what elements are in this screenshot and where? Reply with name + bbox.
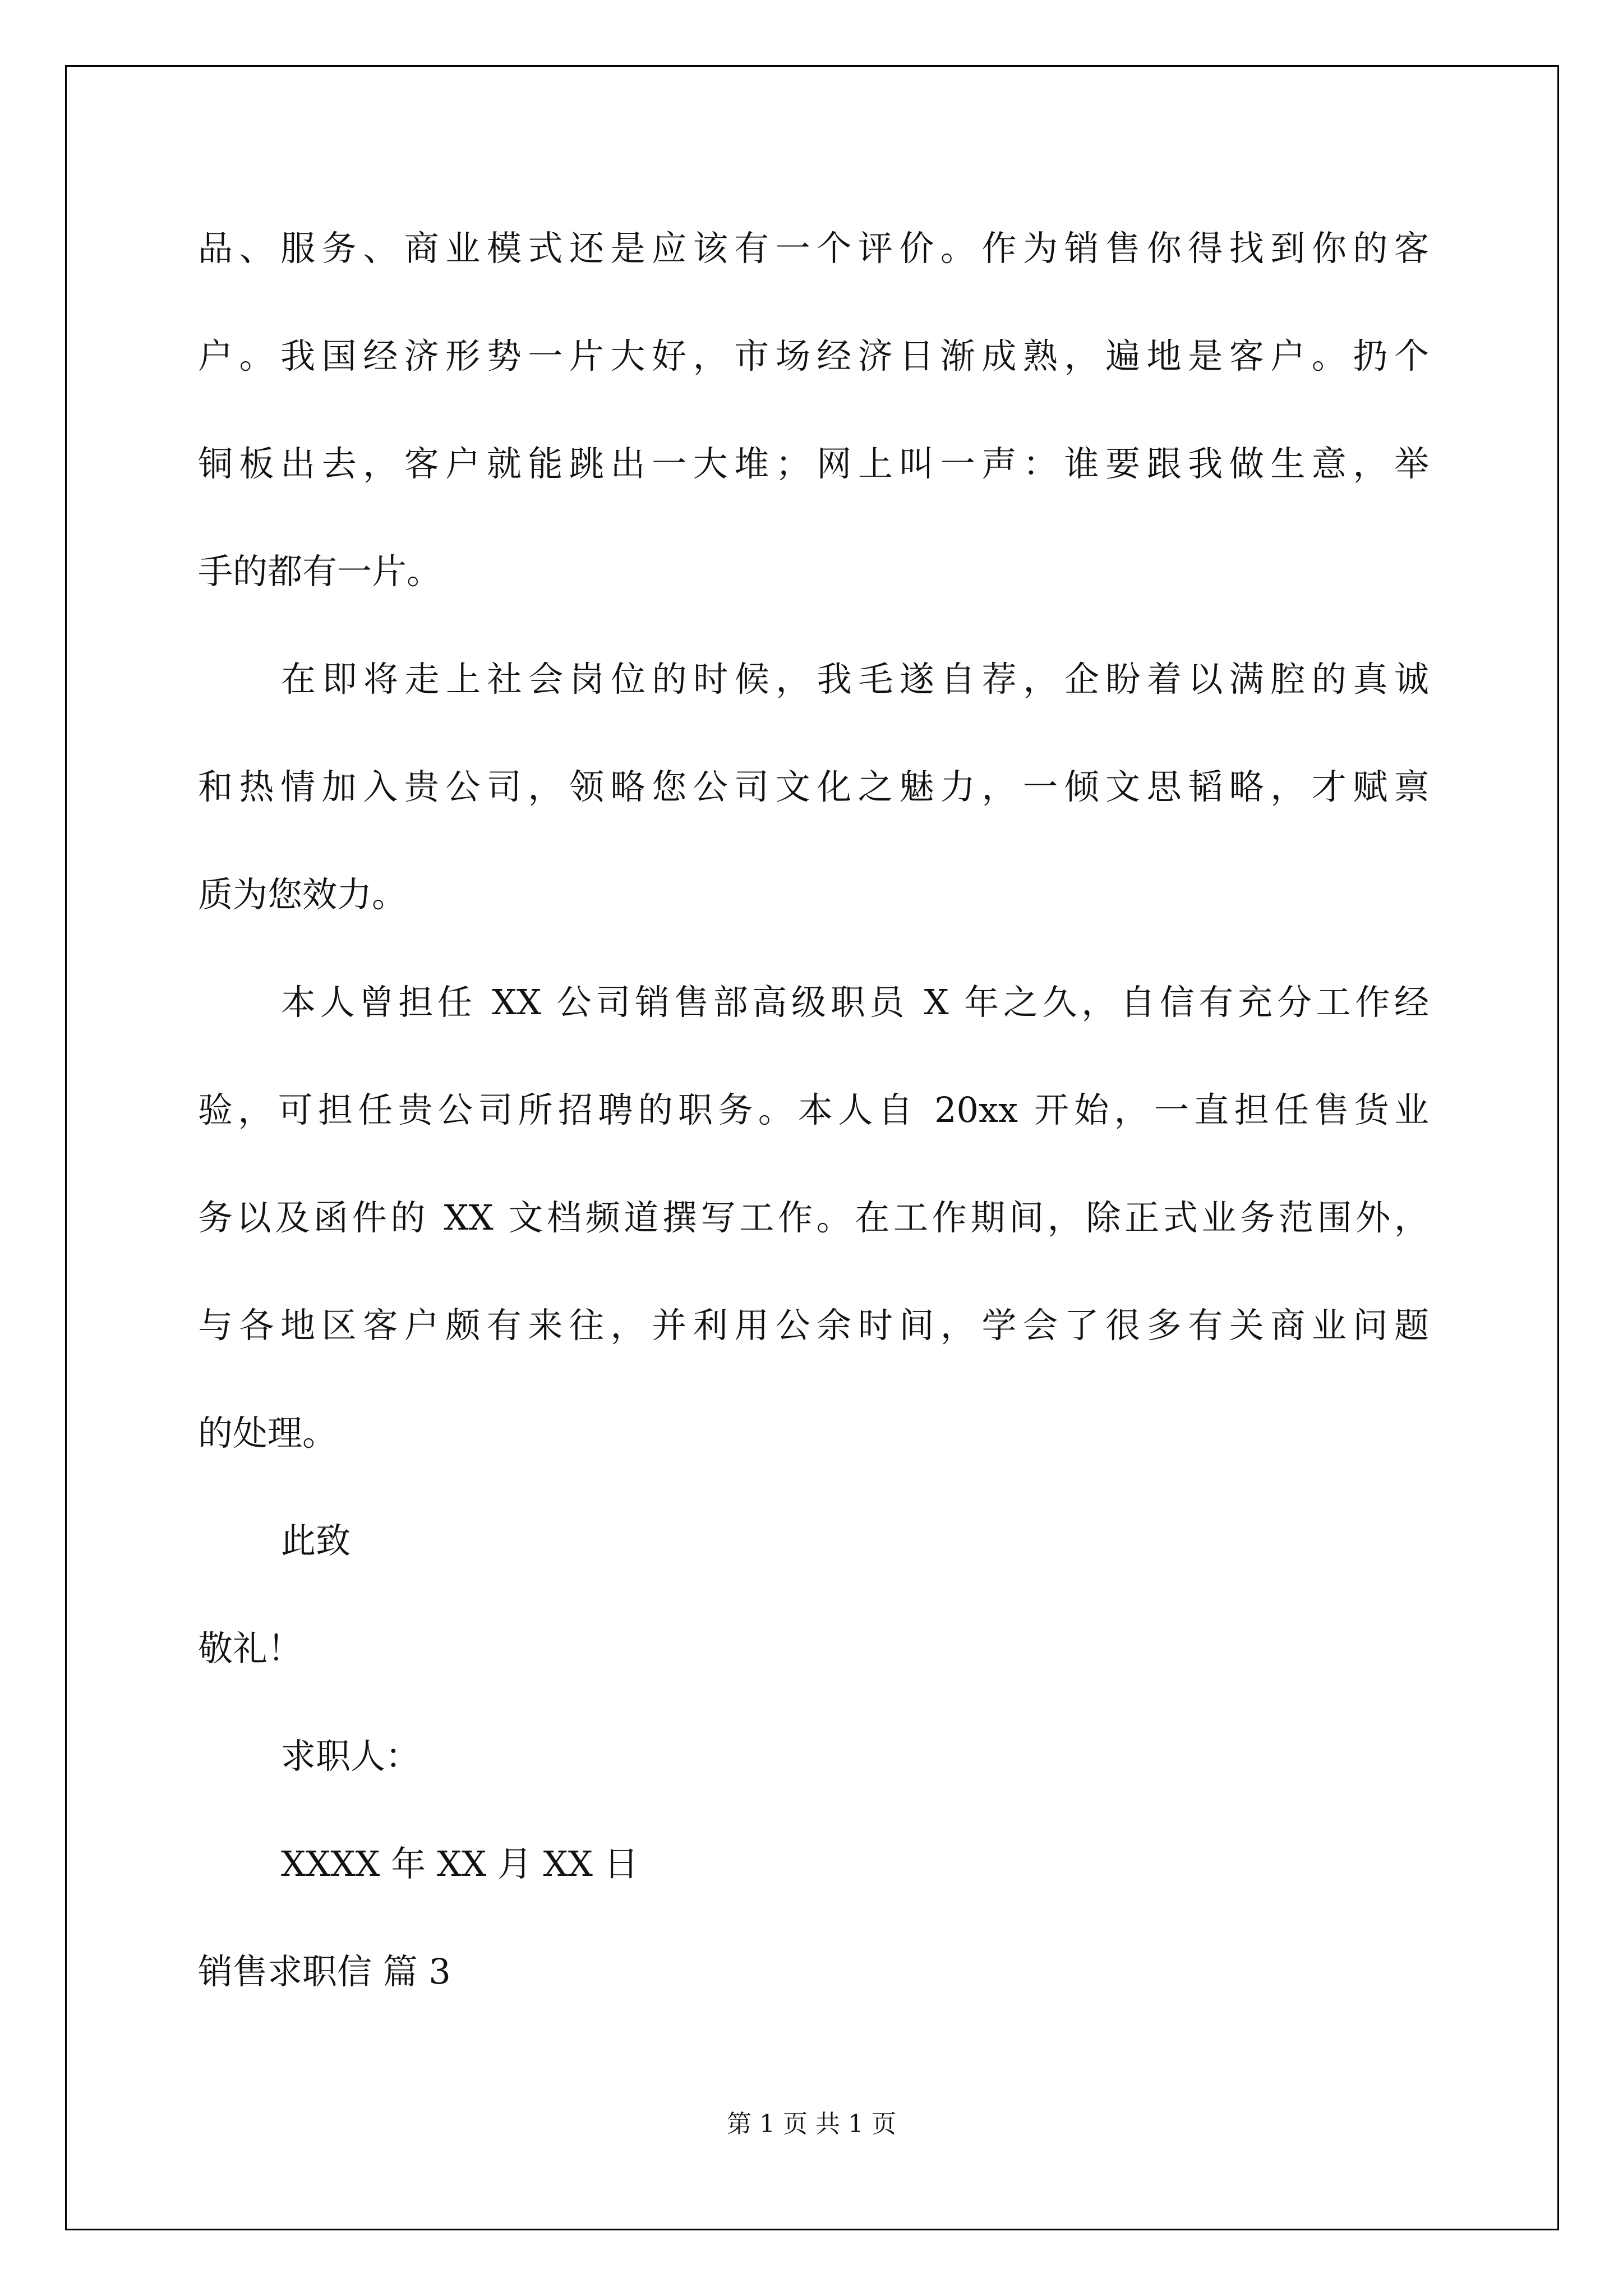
applicant-signature: 求职人： xyxy=(281,1736,421,1777)
paragraph-line: 质为您效力。 xyxy=(198,874,407,915)
page-footer: 第 1 页 共 1 页 xyxy=(727,2110,896,2138)
closing-salutation: 此致 xyxy=(281,1520,351,1561)
paragraph-line: 在即将走上社会岗位的时候，我毛遂自荐，企盼着以满腔的真诚 xyxy=(281,659,1429,700)
section-heading: 销售求职信 篇 3 xyxy=(198,1951,451,1992)
paragraph-line: 与各地区客户颇有来往，并利用公余时间，学会了很多有关商业问题 xyxy=(198,1305,1429,1346)
paragraph-experience xyxy=(198,976,1429,1460)
paragraph-line: 品、服务、商业模式还是应该有一个评价。作为销售你得找到你的客 xyxy=(198,228,1429,269)
paragraph-line: 和热情加入贵公司，领略您公司文化之魅力，一倾文思韬略，才赋禀 xyxy=(198,766,1429,807)
closing-regards: 敬礼！ xyxy=(198,1628,303,1669)
letter-body xyxy=(198,222,1429,1999)
paragraph-line: 户。我国经济形势一片大好，市场经济日渐成熟，遍地是客户。扔个 xyxy=(198,335,1429,376)
paragraph-line: 验，可担任贵公司所招聘的职务。本人自 20xx 开始，一直担任售货业 xyxy=(198,1089,1429,1130)
paragraph-self-recommendation xyxy=(198,652,1429,922)
paragraph-line: 的处理。 xyxy=(198,1412,338,1453)
paragraph-line: 务以及函件的 XX 文档频道撰写工作。在工作期间，除正式业务范围外， xyxy=(198,1197,1429,1238)
letter-date: XXXX 年 XX 月 XX 日 xyxy=(281,1843,639,1884)
paragraph-line: 铜板出去，客户就能跳出一大堆；网上叫一声：谁要跟我做生意，举 xyxy=(198,443,1429,484)
paragraph-continuation xyxy=(198,222,1429,599)
paragraph-line: 手的都有一片。 xyxy=(198,551,442,592)
paragraph-line: 本人曾担任 XX 公司销售部高级职员 X 年之久，自信有充分工作经 xyxy=(281,982,1429,1023)
